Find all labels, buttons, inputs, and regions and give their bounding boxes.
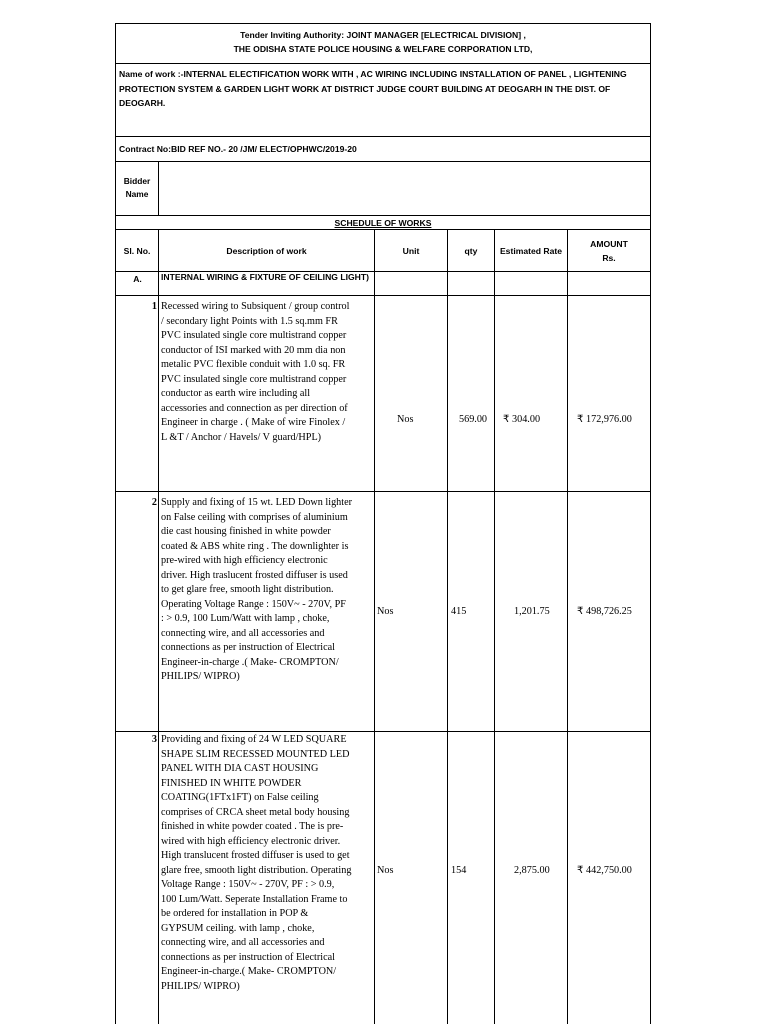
item-rate: 2,875.00: [514, 865, 550, 876]
item-unit: Nos: [377, 606, 394, 617]
table-row: [116, 296, 650, 492]
authority-line-1: Tender Inviting Authority: JOINT MANAGER [ELECTRICAL DIVISION] ,: [240, 30, 526, 40]
item-description: Recessed wiring to Subsiquent / group control / secondary light Points with 1.5 sq.mm FR PVC insulated single core multistrand copper conductor of ISI marked with 20 mm dia non metalic PVC flexible conduit with 1.0 sq. FR PVC insulated single core multistrand copper conductor as earth wire including all accessories and connection as per direction of Engineer in charge . ( Make of wire Finolex / L &T / Anchor / Havels/ V guard/HPL): [161, 301, 350, 443]
schedule-title-text: SCHEDULE OF WORKS: [334, 218, 432, 228]
col-description: Description of work: [159, 230, 375, 271]
schedule-sheet: [115, 23, 651, 1024]
item-number: 2: [151, 497, 157, 508]
item-unit: Nos: [377, 865, 394, 876]
col-unit: Unit: [375, 230, 448, 271]
item-unit: Nos: [397, 414, 414, 425]
bidder-label-line-1: Bidder: [123, 176, 151, 186]
item-amount: ₹ 498,726.25: [577, 606, 632, 617]
contract-number: Contract No:BID REF NO.- 20 /JM/ ELECT/OPHWC/2019-20: [116, 137, 650, 162]
item-rate: ₹ 304.00: [503, 414, 541, 425]
schedule-table-body: [116, 272, 650, 1024]
bidder-label-line-2: Name: [125, 189, 149, 199]
schedule-title: [116, 216, 650, 230]
item-amount: ₹ 442,750.00: [577, 865, 632, 876]
column-header-row: [116, 230, 650, 272]
item-description: Providing and fixing of 24 W LED SQUARE SHAPE SLIM RECESSED MOUNTED LED PANEL WITH DIA CAST HOUSING FINISHED IN WHITE POWDER COATING(1FTx1FT) on False ceiling comprises of CRCA sheet metal body housing finished in white powder coated . The is pre- wired with high efficiency electronic driver. High translucent frosted diffuser is used to get glare free, smooth light distribution. Operating Voltage Range : 150V~ - 270V, PF : > 0.9, 100 Lum/Watt. Seperate Installation Frame to be ordered for installation in POP & GYPSUM ceiling. with lamp , choke, connecting wire, and all accessories and connections as per instruction of Electrical Engineer-in-charge.( Make- CROMPTON/ PHILIPS/ WIPRO): [161, 734, 352, 992]
item-qty: 415: [451, 606, 467, 617]
table-row: [116, 492, 650, 732]
item-amount: ₹ 172,976.00: [577, 414, 632, 425]
col-estimated-rate: Estimated Rate: [495, 230, 568, 271]
table-row: [116, 732, 650, 1025]
col-amount: [568, 230, 650, 271]
col-amount-label: AMOUNT: [590, 238, 628, 249]
col-sl-no: Sl. No.: [116, 230, 159, 271]
col-qty: qty: [448, 230, 495, 271]
section-number: A.: [133, 274, 142, 284]
section-row: [116, 272, 650, 296]
col-amount-unit: Rs.: [602, 252, 616, 263]
item-qty: 154: [451, 865, 467, 876]
item-description: Supply and fixing of 15 wt. LED Down lighter on False ceiling with comprises of aluminium die cast housing finished in white powder coated & ABS white ring . The downlighter is pre-wired with high efficiency electronic driver. High traslucent frosted diffuser is used to get glare free, smooth light distribution. Operating Voltage Range : 150V~ - 270V, PF : > 0.9, 100 Lum/Watt with lamp , choke, connecting wire, and all accessories and connections as per instruction of Electrical Engineer-in-charge .( Make- CROMPTON/ PHILIPS/ WIPRO): [161, 497, 352, 682]
tender-authority: [116, 24, 650, 64]
section-title: INTERNAL WIRING & FIXTURE OF CEILING LIGHT): [161, 272, 369, 282]
item-qty: 569.00: [459, 414, 488, 425]
authority-line-2: THE ODISHA STATE POLICE HOUSING & WELFARE CORPORATION LTD,: [233, 44, 533, 54]
bidder-label: [116, 162, 159, 215]
name-of-work: Name of work :-INTERNAL ELECTIFICATION WORK WITH , AC WIRING INCLUDING INSTALLATION OF PANEL , LIGHTENING PROTECTION SYSTEM & GARDEN LIGHT WORK AT DISTRICT JUDGE COURT BUILDING AT DEOGARH IN THE DIST. OF DEOGARH.: [116, 64, 650, 137]
item-rate: 1,201.75: [514, 606, 550, 617]
item-number: 3: [151, 734, 157, 745]
bidder-row: [116, 162, 650, 216]
item-number: 1: [151, 301, 157, 312]
